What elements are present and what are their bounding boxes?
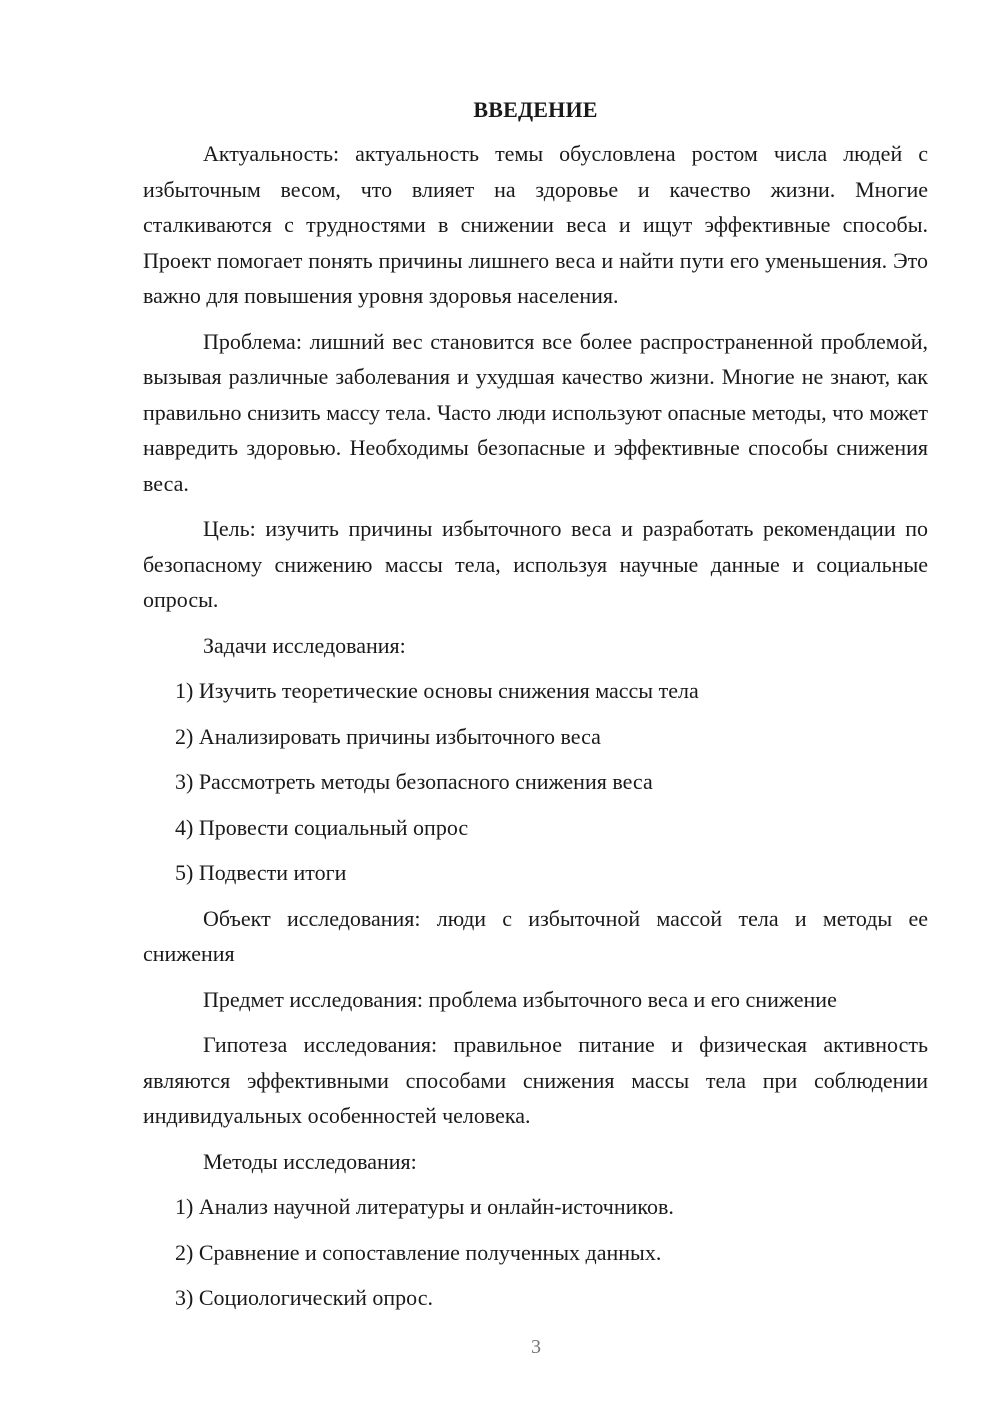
tasks-heading: Задачи исследования: <box>203 632 406 658</box>
task-item: 4) Провести социальный опрос <box>175 814 469 840</box>
hypothesis-paragraph: Гипотеза исследования: правильное питание и физическая активность являются эффективными способами снижения массы тела при соблюдении индивидуальных особенностей человека. <box>143 1032 928 1128</box>
methods-heading: Методы исследования: <box>203 1148 417 1174</box>
subject-paragraph: Предмет исследования: проблема избыточного веса и его снижение <box>203 986 837 1012</box>
document-page <box>143 90 928 1326</box>
task-item: 1) Изучить теоретические основы снижения массы тела <box>175 678 699 703</box>
object-paragraph: Объект исследования: люди с избыточной массой тела и методы ее снижения <box>143 905 928 966</box>
tasks-list <box>143 673 928 891</box>
method-item: 1) Анализ научной литературы и онлайн-источников. <box>175 1194 674 1219</box>
document-title: ВВЕДЕНИЕ <box>473 97 598 122</box>
page-number: 3 <box>531 1336 541 1358</box>
methods-list <box>143 1189 928 1316</box>
task-item: 5) Подвести итоги <box>175 860 347 885</box>
task-item: 3) Рассмотреть методы безопасного снижения веса <box>175 769 653 794</box>
problem-paragraph: Проблема: лишний вес становится все более распространенной проблемой, вызывая различные заболевания и ухудшая качество жизни. Многие не знают, как правильно снизить массу тела. Часто люди используют опасные методы, что может навредить здоровью. Необходимы безопасные и эффективные способы снижения веса. <box>143 328 928 496</box>
relevance-paragraph: Актуальность: актуальность темы обусловлена ростом числа людей с избыточным весом, что влияет на здоровье и качество жизни. Многие сталкиваются с трудностями в снижении веса и ищут эффективные способы. Проект помогает понять причины лишнего веса и найти пути его уменьшения. Это важно для повышения уровня здоровья населения. <box>143 141 928 308</box>
task-item: 2) Анализировать причины избыточного веса <box>175 723 601 749</box>
method-item: 2) Сравнение и сопоставление полученных данных. <box>175 1239 662 1265</box>
goal-paragraph: Цель: изучить причины избыточного веса и разработать рекомендации по безопасному снижению массы тела, используя научные данные и социальные опросы. <box>143 516 928 612</box>
method-item: 3) Социологический опрос. <box>175 1285 433 1310</box>
